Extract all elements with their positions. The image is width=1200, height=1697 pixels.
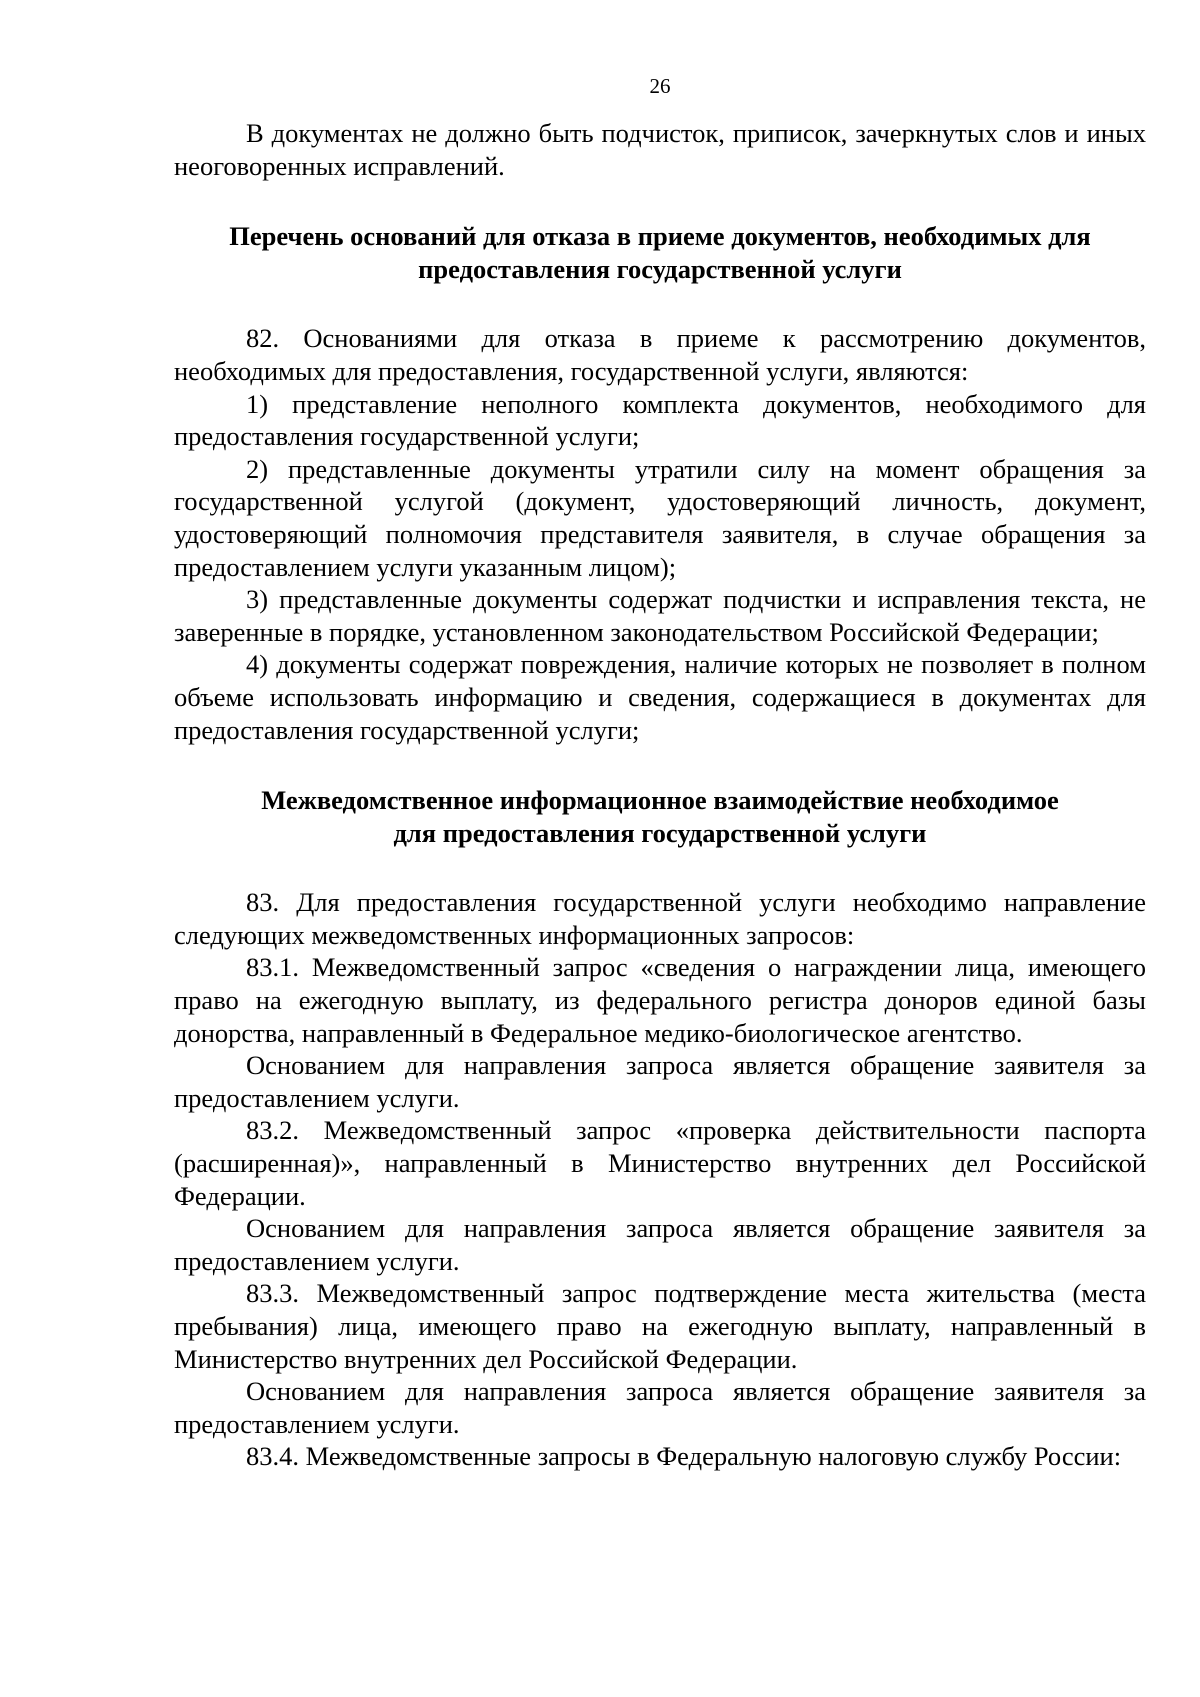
- document-body: [174, 117, 1146, 1473]
- intro-paragraph: В документах не должно быть подчисток, приписок, зачеркнутых слов и иных неоговоренных исправлений.: [174, 118, 1146, 181]
- section-heading-refusal-grounds: [174, 220, 1146, 285]
- list-item-1: 1) представление неполного комплекта документов, необходимого для предоставления государственной услуги;: [174, 388, 1146, 452]
- basis-paragraph: Основанием для направления запроса является обращение заявителя за предоставлением услуги.: [174, 1213, 1146, 1276]
- list-item-3: 3) представленные документы содержат подчистки и исправления текста, не заверенные в порядке, установленном законодательством Российской Федерации;: [174, 584, 1146, 647]
- page-number: 26: [649, 74, 671, 98]
- heading-line: Перечень оснований для отказа в приеме документов, необходимых для: [229, 221, 1091, 252]
- paragraph-83-1: 83.1. Межведомственный запрос «сведения о награждении лица, имеющего право на ежегодную выплату, из федерального регистра доноров единой базы донорства, направленный в Федеральное медико-биологическое агентство.: [174, 952, 1146, 1048]
- heading-line: для предоставления государственной услуги: [393, 817, 927, 848]
- paragraph-83: 83. Для предоставления государственной услуги необходимо направление следующих межведомственных информационных запросов:: [174, 887, 1146, 950]
- basis-paragraph: Основанием для направления запроса является обращение заявителя за предоставлением услуги.: [174, 1376, 1146, 1439]
- basis-paragraph: Основанием для направления запроса является обращение заявителя за предоставлением услуги.: [174, 1050, 1146, 1113]
- heading-line: Межведомственное информационное взаимодействие необходимое: [261, 785, 1059, 816]
- heading-line: предоставления государственной услуги: [418, 253, 902, 284]
- list-item-4: 4) документы содержат повреждения, наличие которых не позволяет в полном объеме использовать информацию и сведения, содержащиеся в документах для предоставления государственной услуги;: [174, 649, 1146, 745]
- paragraph-83-3: 83.3. Межведомственный запрос подтверждение места жительства (места пребывания) лица, имеющего право на ежегодную выплату, направленный в Министерство внутренних дел Российской Федерации.: [174, 1278, 1146, 1374]
- paragraph-83-2: 83.2. Межведомственный запрос «проверка действительности паспорта (расширенная)», направленный в Министерство внутренних дел Российской Федерации.: [174, 1115, 1146, 1211]
- section-heading-interagency: [174, 784, 1146, 849]
- list-item-2: 2) представленные документы утратили силу на момент обращения за государственной услугой (документ, удостоверяющий личность, документ, удостоверяющий полномочия представителя заявителя, в случае обращения за предоставлением услуги указанным лицом);: [174, 453, 1146, 582]
- paragraph-83-4: 83.4. Межведомственные запросы в Федеральную налоговую службу России:: [246, 1441, 1122, 1472]
- paragraph-82: 82. Основаниями для отказа в приеме к рассмотрению документов, необходимых для предоставления, государственной услуги, являются:: [174, 323, 1146, 386]
